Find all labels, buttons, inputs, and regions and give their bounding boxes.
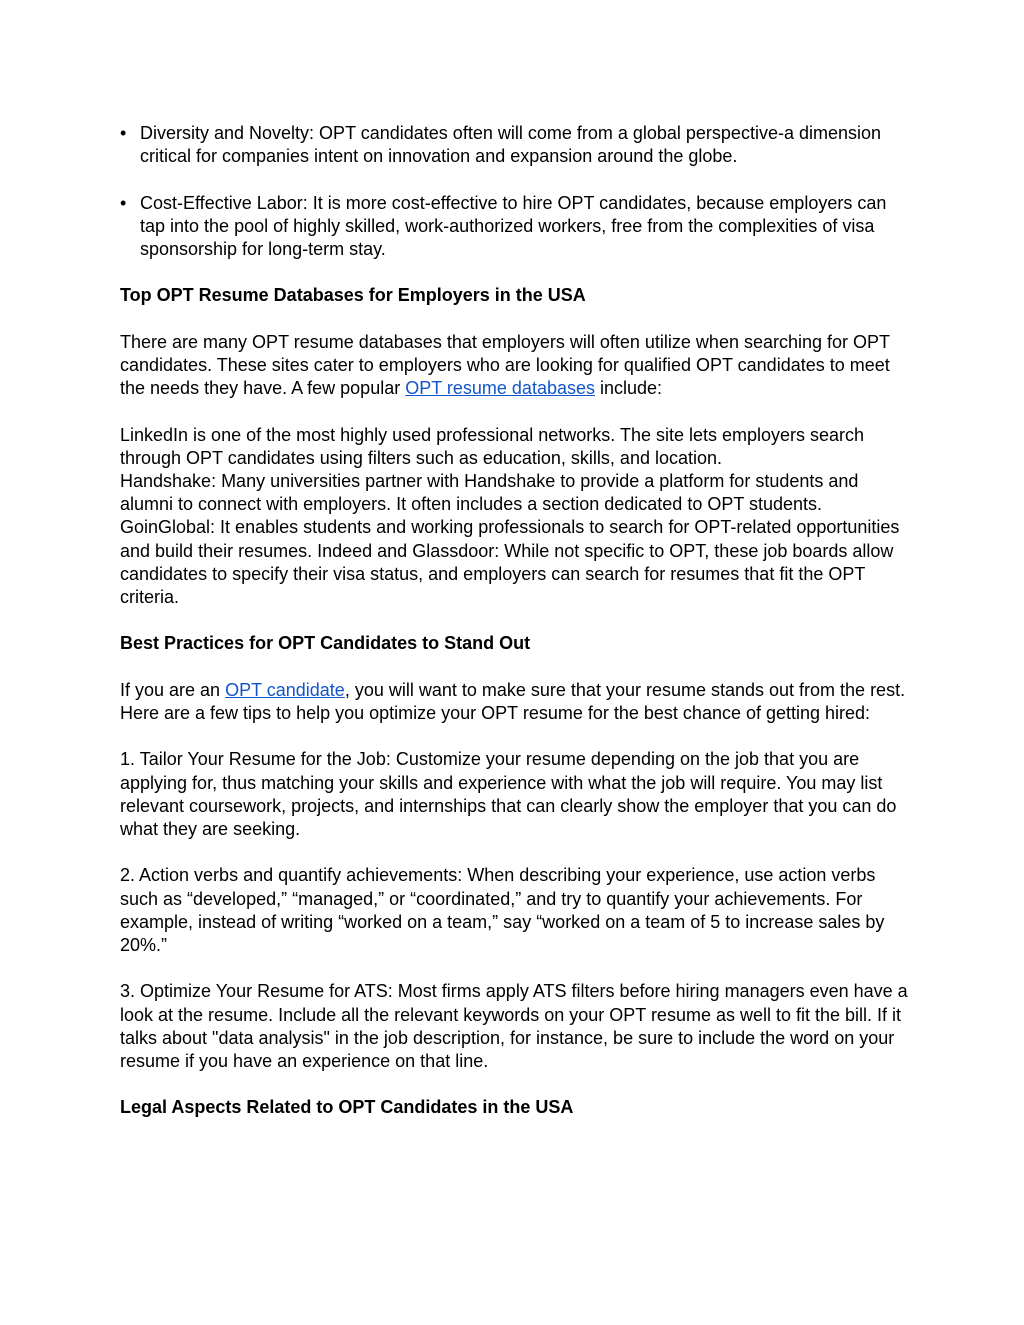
bullet-icon: • <box>120 123 127 143</box>
best-practices-intro-paragraph <box>120 679 910 725</box>
opt-candidate-link[interactable]: OPT candidate <box>225 679 345 700</box>
list-item <box>120 122 910 168</box>
intro-text: There are many OPT resume databases that employers will often utilize when searching for OPT candidates. These sites cater to employers who are looking for qualified OPT candidates to meet the needs they have. A few popular <box>120 331 890 399</box>
bullet-icon: • <box>120 192 127 213</box>
section-heading-legal-aspects: Legal Aspects Related to OPT Candidates in the USA <box>120 1097 574 1118</box>
intro-text: If you are an <box>120 679 226 700</box>
benefits-list <box>120 122 910 261</box>
paragraph-line: LinkedIn is one of the most highly used professional networks. The site lets employers search through OPT candidates using filters such as education, skills, and location. <box>120 424 865 468</box>
tip-paragraph: 3. Optimize Your Resume for ATS: Most firms apply ATS filters before hiring managers even have a look at the resume. Include all the relevant keywords on your OPT resume as well to fit the bill. If it talks about "data analysis" in the job description, for instance, be sure to include the word on your resume if you have an experience on that line. <box>120 981 908 1071</box>
bullet-text: Cost-Effective Labor: It is more cost-effective to hire OPT candidates, because employers can tap into the pool of highly skilled, work-authorized workers, free from the complexities of visa sponsorship for long-term stay. <box>140 192 887 259</box>
bullet-text: Diversity and Novelty: OPT candidates often will come from a global perspective-a dimension critical for companies intent on innovation and expansion around the globe. <box>140 123 882 167</box>
tip-paragraph: 1. Tailor Your Resume for the Job: Customize your resume depending on the job that you are applying for, thus matching your skills and experience with what the job will require. You may list relevant coursework, projects, and internships that can clearly show the employer that you can do what they are seeking. <box>120 749 897 839</box>
tip-paragraph: 2. Action verbs and quantify achievements: When describing your experience, use action verbs such as “developed,” “managed,” or “coordinated,” and try to quantify your achievements. For example, instead of writing “worked on a team,” say “worked on a team of 5 to increase sales by 20%.” <box>120 865 885 955</box>
document-content <box>120 122 910 1143</box>
opt-resume-databases-link[interactable]: OPT resume databases <box>405 378 595 399</box>
databases-list-paragraph <box>120 424 910 610</box>
list-item <box>120 192 910 262</box>
section-heading-databases: Top OPT Resume Databases for Employers in the USA <box>120 285 586 306</box>
intro-text: include: <box>594 378 663 399</box>
paragraph-line: Handshake: Many universities partner with Handshake to provide a platform for students and alumni to connect with employers. It often includes a section dedicated to OPT students. <box>120 470 859 515</box>
section-heading-best-practices: Best Practices for OPT Candidates to Stand Out <box>120 633 531 654</box>
databases-intro-paragraph <box>120 331 910 401</box>
paragraph-line: GoinGlobal: It enables students and working professionals to search for OPT-related opportunities and build their resumes. Indeed and Glassdoor: While not specific to OPT, these job boards allow candidates to specify their visa status, and employers can search for resumes that fit the OPT criteria. <box>120 517 900 607</box>
intro-text: , you will want to make sure that your resume stands out from the rest. Here are a few tips to help you optimize your OPT resume for the best chance of getting hired: <box>120 679 906 723</box>
